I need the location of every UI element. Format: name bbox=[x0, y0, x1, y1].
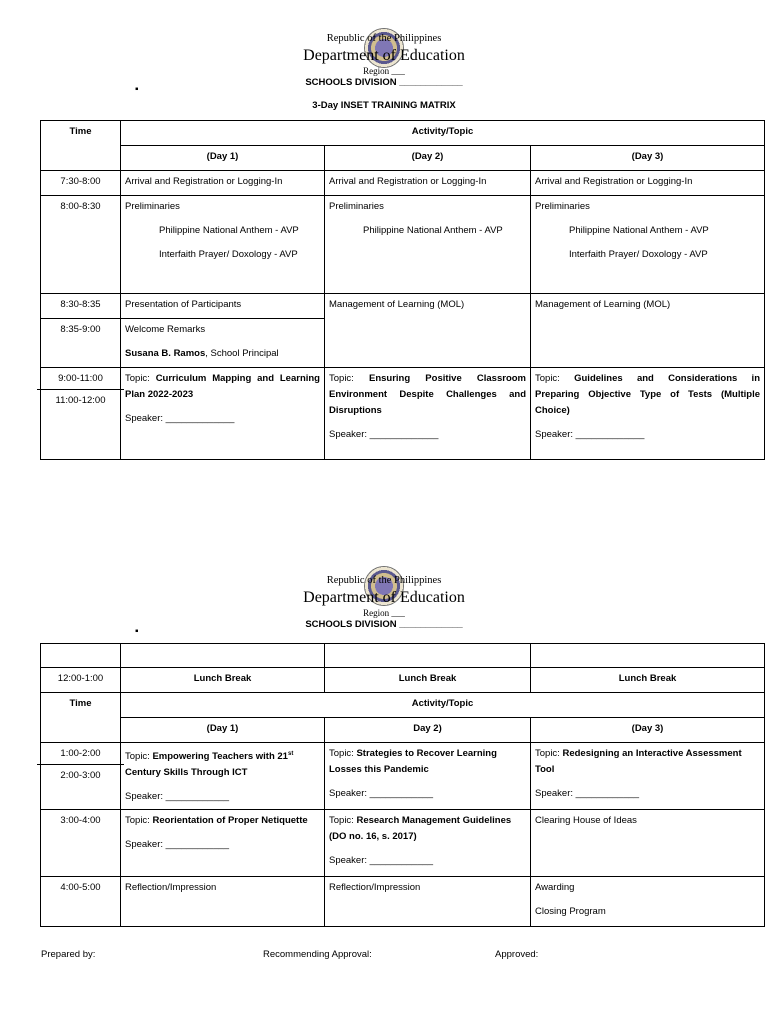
day1-cell: Presentation of Participants bbox=[121, 294, 325, 319]
topic-label: Topic: bbox=[125, 751, 153, 763]
prayer-line: Interfaith Prayer/ Doxology - AVP bbox=[569, 249, 708, 260]
schools-division: SCHOOLS DIVISION ____________ bbox=[305, 619, 463, 630]
topic-title: Research Management Guidelines (DO no. 16, s. 2017) bbox=[329, 815, 512, 842]
region-label: Region ___ bbox=[363, 66, 405, 76]
time-b: 2:00-3:00 bbox=[60, 770, 101, 781]
closing-line: Closing Program bbox=[535, 906, 606, 917]
region-label: Region ___ bbox=[363, 608, 405, 618]
time-cell: 8:35-9:00 bbox=[41, 319, 121, 368]
topic-title: Ensuring Positive Classroom Environment Despite Challenges and Disruptions bbox=[329, 373, 526, 416]
table-row bbox=[41, 171, 765, 196]
anthem-line: Philippine National Anthem - AVP bbox=[569, 225, 709, 236]
table-row bbox=[41, 743, 765, 810]
time-cell: 12:00-1:00 bbox=[41, 668, 121, 693]
speaker-line: Speaker: ____________ bbox=[535, 788, 640, 799]
day1-header: (Day 1) bbox=[121, 718, 325, 743]
topic-label: Topic: bbox=[535, 748, 563, 759]
day3-cell: Management of Learning (MOL) bbox=[531, 294, 765, 368]
welcome-remarks: Welcome Remarks bbox=[125, 324, 206, 335]
speaker-line: Speaker: ____________ bbox=[125, 791, 230, 803]
empty-cell bbox=[121, 644, 325, 668]
table-row bbox=[41, 294, 765, 319]
table-row bbox=[41, 196, 765, 294]
day1-cell bbox=[121, 319, 325, 368]
day3-cell: Arrival and Registration or Logging-In bbox=[531, 171, 765, 196]
speaker-line: Speaker: _____________ bbox=[125, 413, 235, 424]
time-cell: 3:00-4:00 bbox=[41, 810, 121, 877]
day1-cell: Arrival and Registration or Logging-In bbox=[121, 171, 325, 196]
preliminaries-label: Preliminaries bbox=[535, 201, 590, 212]
day2-header: (Day 2) bbox=[325, 146, 531, 171]
anthem-line: Philippine National Anthem - AVP bbox=[159, 225, 299, 236]
topic-title: Empowering Teachers with 21 bbox=[152, 751, 288, 763]
day2-cell bbox=[325, 810, 531, 877]
day1-cell bbox=[121, 810, 325, 877]
time-b: 11:00-12:00 bbox=[55, 395, 106, 406]
day3-cell bbox=[531, 196, 765, 294]
time-cell: 8:00-8:30 bbox=[41, 196, 121, 294]
prepared-by-label: Prepared by: bbox=[41, 949, 96, 960]
empty-cell bbox=[41, 644, 121, 668]
topic-title: Reorientation of Proper Netiquette bbox=[152, 815, 308, 826]
time-cell: 4:00-5:00 bbox=[41, 877, 121, 927]
day2-header: Day 2) bbox=[325, 718, 531, 743]
republic-label: Republic of the Philippines bbox=[326, 575, 442, 586]
day3-header: (Day 3) bbox=[531, 146, 765, 171]
time-a: 1:00-2:00 bbox=[60, 748, 101, 759]
bullet-marker: ▪ bbox=[135, 626, 139, 637]
day3-cell bbox=[531, 368, 765, 460]
day3-cell: Clearing House of Ideas bbox=[531, 810, 765, 877]
preliminaries-label: Preliminaries bbox=[329, 201, 384, 212]
day3-header: (Day 3) bbox=[531, 718, 765, 743]
training-matrix-table-2 bbox=[40, 643, 765, 927]
time-cell: 7:30-8:00 bbox=[41, 171, 121, 196]
topic-label: Topic: bbox=[329, 815, 357, 826]
day2-cell bbox=[325, 368, 531, 460]
time-header: Time bbox=[41, 121, 121, 171]
republic-label: Republic of the Philippines bbox=[326, 33, 442, 44]
day2-cell: Reflection/Impression bbox=[325, 877, 531, 927]
training-matrix-table-1 bbox=[40, 120, 765, 460]
topic-label: Topic: bbox=[535, 373, 575, 384]
topic-label: Topic: bbox=[125, 373, 156, 384]
day2-cell: Arrival and Registration or Logging-In bbox=[325, 171, 531, 196]
table-row bbox=[41, 644, 765, 668]
day2-cell bbox=[325, 743, 531, 810]
speaker-line: Speaker: ____________ bbox=[329, 788, 434, 799]
time-header: Time bbox=[41, 693, 121, 743]
day2-cell: Lunch Break bbox=[325, 668, 531, 693]
day1-header: (Day 1) bbox=[121, 146, 325, 171]
empty-cell bbox=[531, 644, 765, 668]
topic-title-cont: Century Skills Through ICT bbox=[125, 767, 248, 779]
table-row bbox=[41, 368, 765, 460]
preliminaries-label: Preliminaries bbox=[125, 201, 180, 212]
anthem-line: Philippine National Anthem - AVP bbox=[363, 225, 503, 236]
principal-role: , School Principal bbox=[205, 348, 279, 359]
awarding-line: Awarding bbox=[535, 882, 575, 893]
speaker-line: Speaker: _____________ bbox=[329, 429, 439, 440]
principal-name: Susana B. Ramos bbox=[125, 348, 206, 359]
matrix-title: 3-Day INSET TRAINING MATRIX bbox=[312, 100, 456, 111]
day3-cell bbox=[531, 877, 765, 927]
time-cell bbox=[41, 743, 121, 810]
day2-cell: Management of Learning (MOL) bbox=[325, 294, 531, 368]
department-title: Department of Education bbox=[303, 589, 465, 606]
schools-division: SCHOOLS DIVISION ____________ bbox=[305, 77, 463, 88]
topic-label: Topic: bbox=[125, 815, 153, 826]
topic-title: Redesigning an Interactive Assessment Tool bbox=[535, 748, 742, 775]
day2-cell bbox=[325, 196, 531, 294]
empty-cell bbox=[325, 644, 531, 668]
approved-label: Approved: bbox=[495, 949, 539, 960]
superscript: st bbox=[287, 751, 294, 757]
speaker-line: Speaker: ____________ bbox=[329, 855, 434, 866]
speaker-line: Speaker: ____________ bbox=[125, 839, 230, 850]
table-row bbox=[41, 668, 765, 693]
activity-header: Activity/Topic bbox=[121, 121, 765, 146]
recommending-approval-label: Recommending Approval: bbox=[263, 949, 372, 960]
day1-cell: Reflection/Impression bbox=[121, 877, 325, 927]
day1-cell: Lunch Break bbox=[121, 668, 325, 693]
bullet-marker: ▪ bbox=[135, 84, 139, 95]
day3-cell: Lunch Break bbox=[531, 668, 765, 693]
day3-cell bbox=[531, 743, 765, 810]
table-row bbox=[41, 877, 765, 927]
speaker-line: Speaker: _____________ bbox=[535, 429, 645, 440]
topic-title: Curriculum Mapping and Learning Plan 2022-2023 bbox=[125, 373, 320, 400]
department-title: Department of Education bbox=[303, 47, 465, 64]
topic-label: Topic: bbox=[329, 373, 369, 384]
time-a: 9:00-11:00 bbox=[58, 373, 103, 384]
day1-cell bbox=[121, 743, 325, 810]
topic-title: Guidelines and Considerations in Preparing Objective Type of Tests (Multiple Choice) bbox=[535, 373, 760, 416]
day1-cell bbox=[121, 368, 325, 460]
topic-title: Strategies to Recover Learning Losses this Pandemic bbox=[329, 748, 497, 775]
topic-label: Topic: bbox=[329, 748, 357, 759]
time-cell bbox=[41, 368, 121, 460]
table-row bbox=[41, 810, 765, 877]
prayer-line: Interfaith Prayer/ Doxology - AVP bbox=[159, 249, 298, 260]
day1-cell bbox=[121, 196, 325, 294]
activity-header: Activity/Topic bbox=[121, 693, 765, 718]
time-cell: 8:30-8:35 bbox=[41, 294, 121, 319]
